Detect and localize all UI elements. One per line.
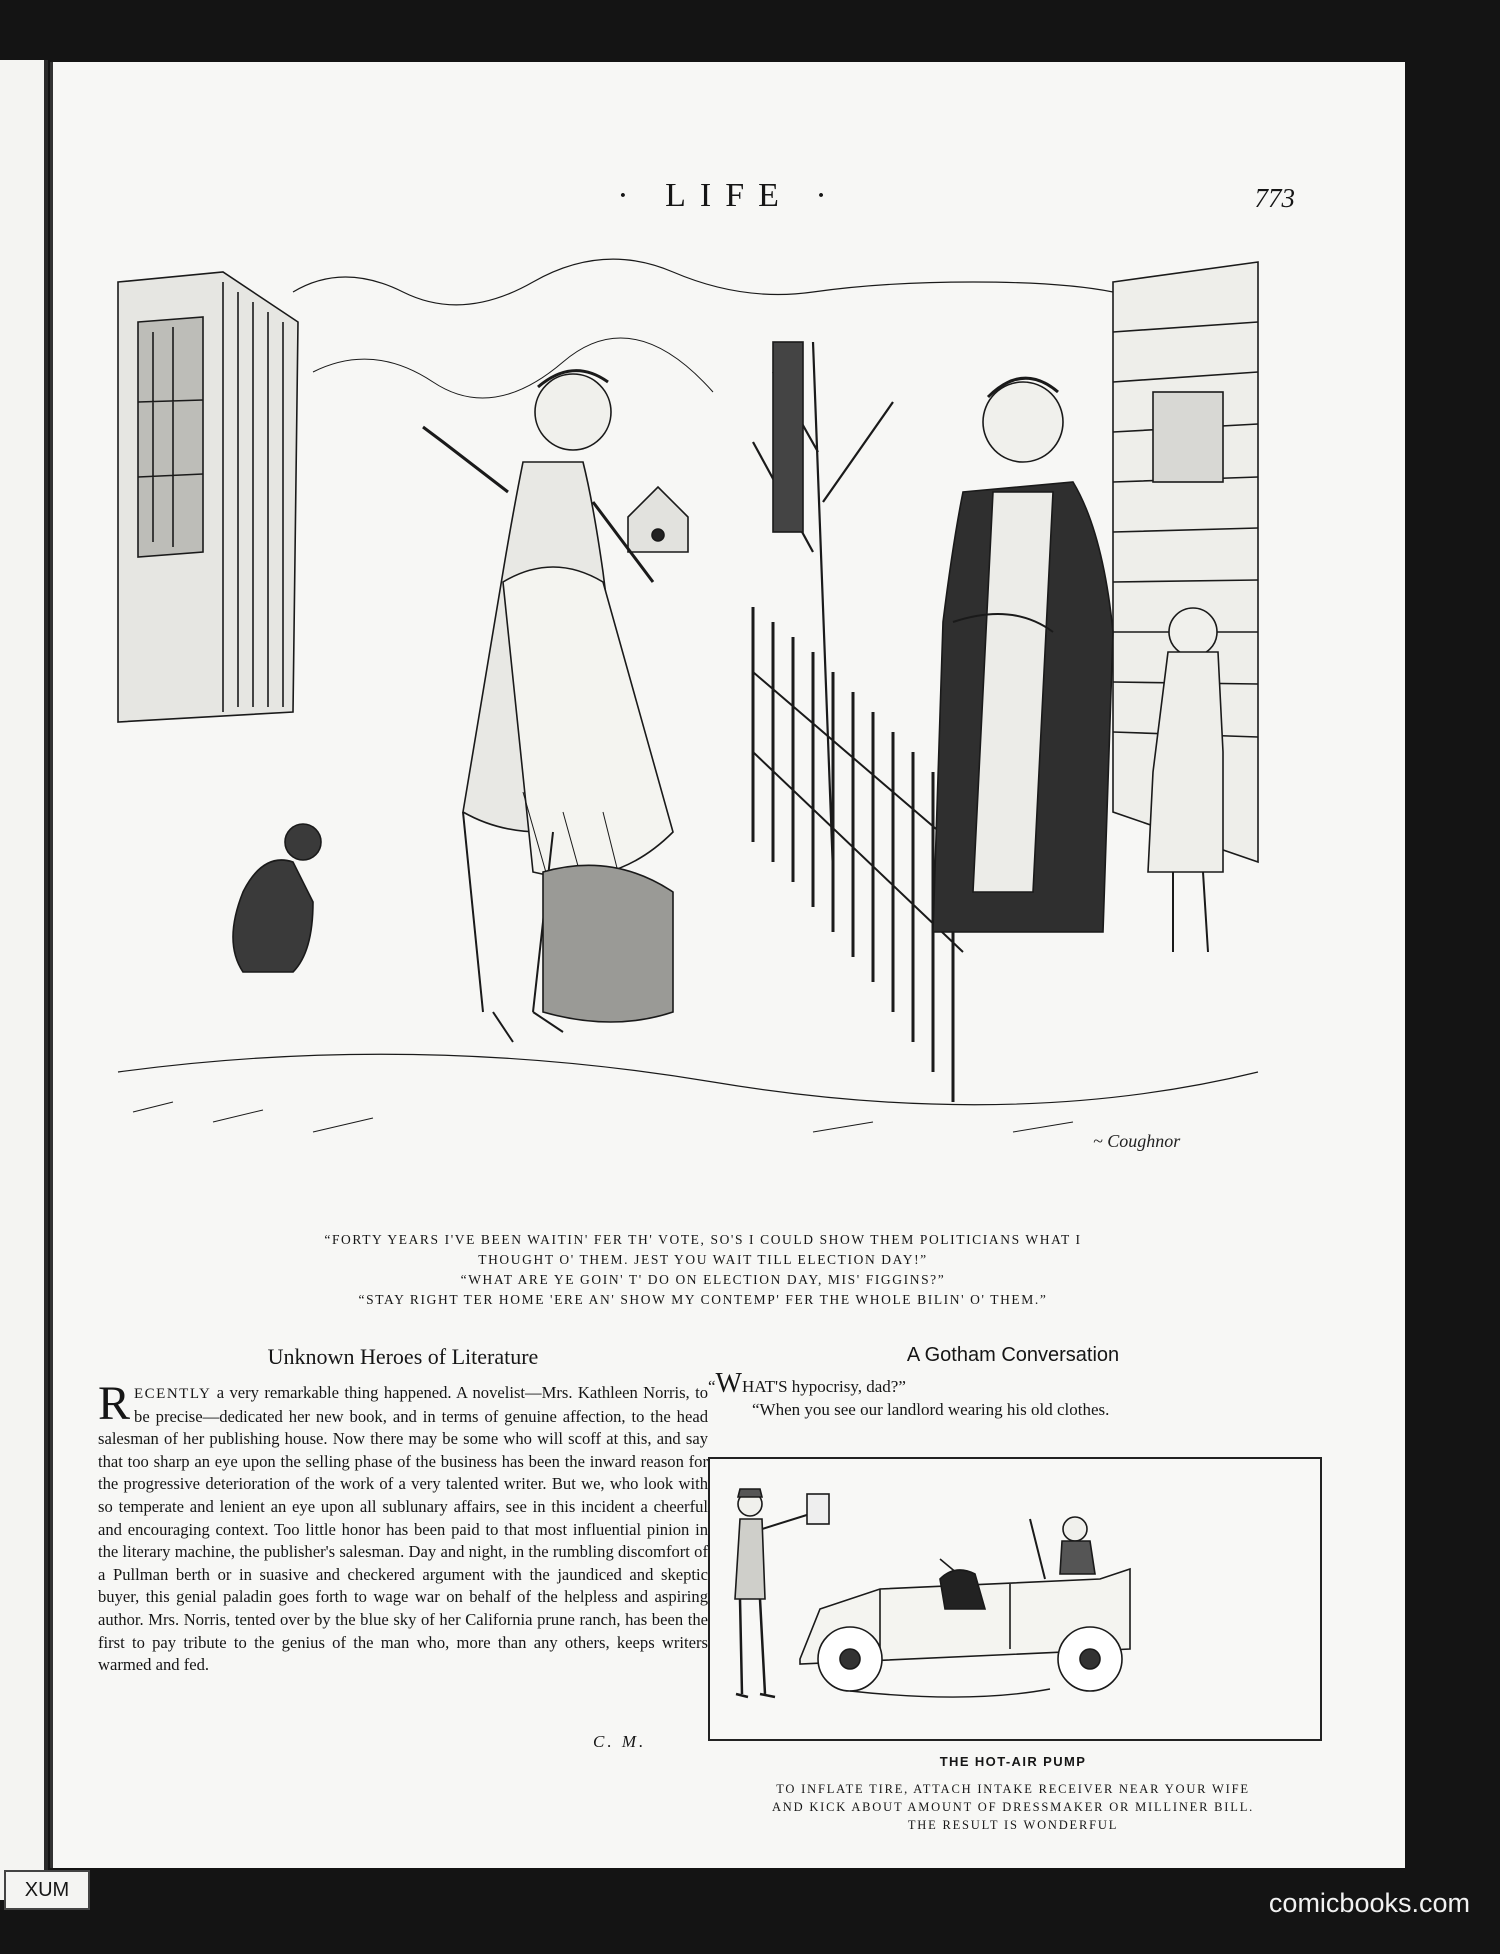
masthead: · LIFE ·: [617, 177, 841, 214]
artist-signature: ~ Coughnor: [1093, 1131, 1181, 1151]
woman-left-figure: [423, 371, 673, 1042]
advert-caption-line: TO INFLATE TIRE, ATTACH INTAKE RECEIVER NEAR YOUR WIFE: [776, 1782, 1250, 1796]
first-word: ECENTLY: [134, 1386, 212, 1402]
advert-illustration-frame: [708, 1457, 1322, 1741]
caption-line: “WHAT ARE YE GOIN' T' DO ON ELECTION DAY, MIS' FIGGINS?”: [460, 1272, 946, 1287]
site-watermark: comicbooks.com: [1268, 1888, 1470, 1918]
advert-title: THE HOT-AIR PUMP: [939, 1754, 1087, 1769]
advert-caption: [708, 1780, 1318, 1834]
cartoon-illustration: [113, 252, 1263, 1212]
advert-caption-line: AND KICK ABOUT AMOUNT OF DRESSMAKER OR MILLINER BILL.: [771, 1800, 1255, 1814]
article-signature: C. M.: [593, 1732, 647, 1751]
advert-caption-line: THE RESULT IS WONDERFUL: [907, 1818, 1119, 1832]
dialogue-line-2: “When you see our landlord wearing his old clothes.: [752, 1400, 1110, 1419]
article-text: a very remarkable thing happened. A novelist—Mrs. Kathleen Norris, to be precise—dedicated her new book, and in terms of genuine affection, to the head salesman of her publishing house. Now there may be some who will scoff at this, and say that too sharp an eye upon the selling phase of the business has been the inward reason for the progressive deterioration of the work of a very talented writer. But we, who look with so temperate and lenient an eye upon all sublunary affairs, see in this incident a cheerful and encouraging context. Too little honor has been paid to that most influential pinion in the literary machine, the publisher's salesman. Day and night, in the rumbling discomfort of a Pullman berth or in suasive and checkered argument with the jaundiced and skeptic buyer, this genial paladin goes forth to wage war on behalf of the helpless and aspiring author. Mrs. Norris, tented over by the blue sky of her California prune ranch, has been the first to pay tribute to the genius of the man who, more than any others, keeps writers warmed and fed.: [98, 1383, 708, 1675]
caption-line: “FORTY YEARS I'VE BEEN WAITIN' FER TH' VOTE, SO'S I COULD SHOW THEM POLITICIANS WHAT I: [324, 1232, 1082, 1247]
caption-line: THOUGHT O' THEM. JEST YOU WAIT TILL ELECTION DAY!”: [478, 1252, 928, 1267]
woman-in-car-figure: [1060, 1517, 1095, 1574]
left-article-body: [98, 1377, 708, 1677]
left-article-title: Unknown Heroes of Literature: [267, 1344, 539, 1369]
dropcap: W: [715, 1368, 742, 1399]
scan-tag: XUM: [4, 1870, 90, 1910]
facing-page-edge: [0, 60, 48, 1900]
caption-line: “STAY RIGHT TER HOME 'ERE AN' SHOW MY CONTEMP' FER THE WHOLE BILIN' O' THEM.”: [358, 1292, 1048, 1307]
picket-fence: [753, 607, 963, 1102]
man-figure: [735, 1489, 829, 1697]
dropcap: R: [98, 1377, 131, 1430]
page-number: 773: [1254, 183, 1295, 213]
dialogue-line-1: “WHAT'S hypocrisy, dad?”: [708, 1368, 906, 1399]
dog-figure: [233, 824, 321, 972]
right-article-body: [708, 1368, 1318, 1421]
pump-hose: [850, 1689, 1050, 1697]
advert-illustration: [710, 1459, 1316, 1735]
cartoon-caption: [263, 1230, 1143, 1310]
magazine-page: [50, 62, 1405, 1868]
woman-right-figure: [933, 378, 1113, 932]
right-article-title: A Gotham Conversation: [906, 1344, 1120, 1366]
